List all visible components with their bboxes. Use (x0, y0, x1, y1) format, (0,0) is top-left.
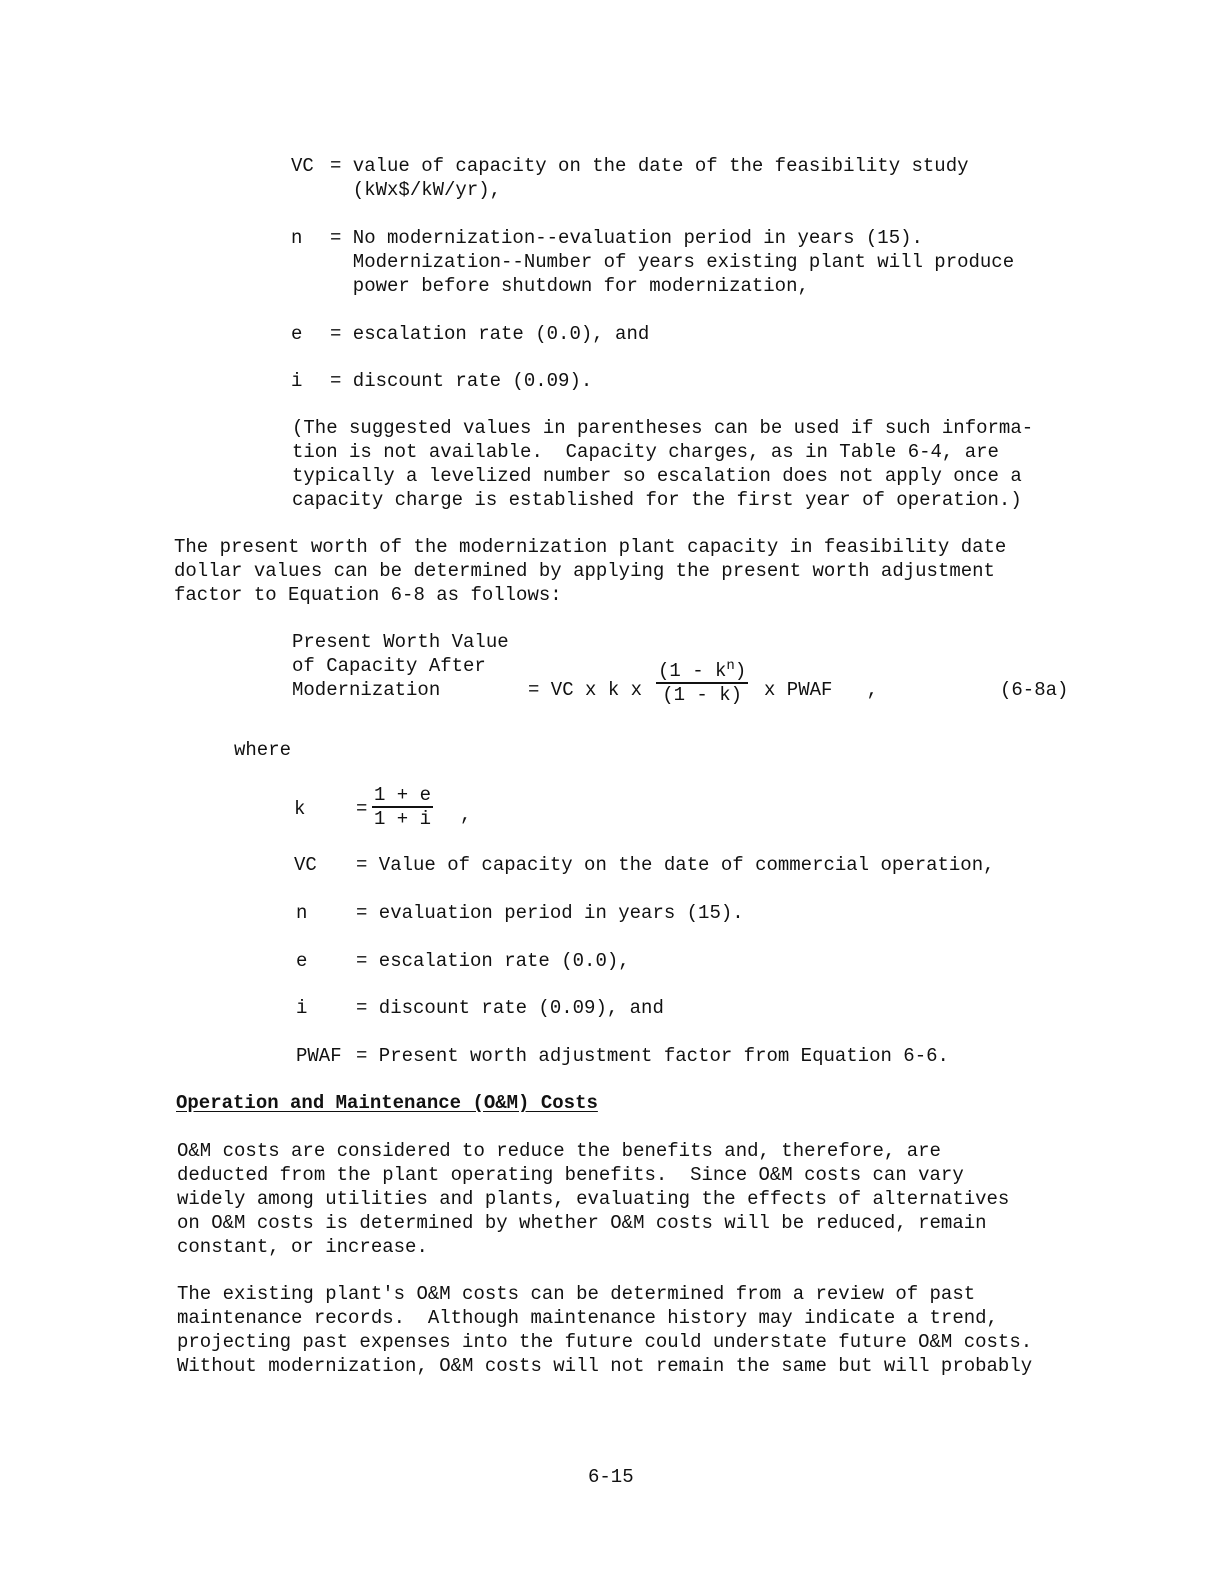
exponent-n: n (726, 658, 735, 674)
paragraph-line: projecting past expenses into the future could understate future O&M costs. (177, 1331, 1033, 1353)
paragraph-line: factor to Equation 6-8 as follows: (174, 584, 562, 606)
equation-number: (6-8a) (1000, 679, 1069, 701)
k-trailing-comma: , (460, 804, 472, 826)
definition-vc-line2: (kWx$/kW/yr), (330, 179, 502, 201)
note-line: tion is not available. Capacity charges, as in Table 6-4, are (292, 441, 999, 463)
definition-i-line1: = discount rate (0.09). (330, 370, 593, 392)
equation-lhs-line: Present Worth Value (292, 631, 509, 653)
paragraph-line: Without modernization, O&M costs will not remain the same but will probably (177, 1355, 1033, 1377)
paragraph-line: deducted from the plant operating benefits. Since O&M costs can vary (177, 1164, 964, 1186)
note-line: (The suggested values in parentheses can be used if such informa- (292, 417, 1034, 439)
section-heading: Operation and Maintenance (O&M) Costs (176, 1092, 598, 1114)
paragraph-line: maintenance records. Although maintenance history may indicate a trend, (177, 1307, 998, 1329)
symbol-k: k (294, 798, 306, 820)
symbol-e: e (291, 323, 303, 345)
paragraph-line: O&M costs are considered to reduce the benefits and, therefore, are (177, 1140, 941, 1162)
definition-n-line2: Modernization--Number of years existing plant will produce (330, 251, 1015, 273)
where-label: where (234, 739, 292, 761)
symbol-vc: VC (294, 854, 317, 876)
k-denominator: 1 + i (374, 808, 432, 830)
paragraph-line: on O&M costs is determined by whether O&M costs will be reduced, remain (177, 1212, 987, 1234)
symbol-i: i (291, 370, 303, 392)
note-line: typically a levelized number so escalation does not apply once a (292, 465, 1022, 487)
fraction-numerator: $(1 - k^n)$ (658, 658, 747, 682)
paragraph-line: The present worth of the modernization plant capacity in feasibility date (174, 536, 1007, 558)
definition-vc-line1: = value of capacity on the date of the feasibility study (330, 155, 969, 177)
definition-text: = Present worth adjustment factor from Equation 6-6. (356, 1045, 949, 1067)
symbol-i: i (296, 997, 308, 1019)
definition-n-line3: power before shutdown for modernization, (330, 275, 809, 297)
note-line: capacity charge is established for the first year of operation.) (292, 489, 1022, 511)
equation-rhs-prefix: = VC x k x (528, 679, 643, 701)
k-numerator: 1 + e (374, 784, 432, 806)
symbol-n: n (291, 227, 303, 249)
paragraph-line: dollar values can be determined by applying the present worth adjustment (174, 560, 995, 582)
equation-lhs-line: Modernization (292, 679, 441, 701)
definition-e-line1: = escalation rate (0.0), and (330, 323, 650, 345)
fraction-denominator: (1 - k) (662, 684, 743, 706)
equation-fraction (656, 660, 748, 706)
symbol-vc: VC (291, 155, 314, 177)
definition-n-line1: = No modernization--evaluation period in years (15). (330, 227, 923, 249)
definition-text: = discount rate (0.09), and (356, 997, 664, 1019)
paragraph-line: widely among utilities and plants, evaluating the effects of alternatives (177, 1188, 1010, 1210)
equation-lhs-line: of Capacity After (292, 655, 486, 677)
definition-text: = escalation rate (0.0), (356, 950, 630, 972)
equation-rhs-suffix: x PWAF , (764, 679, 879, 701)
symbol-n: n (296, 902, 308, 924)
equals-sign: = (356, 798, 368, 820)
paragraph-line: constant, or increase. (177, 1236, 428, 1258)
symbol-pwaf: PWAF (296, 1045, 342, 1067)
symbol-e: e (296, 950, 308, 972)
k-fraction (372, 784, 433, 830)
page-number: 6-15 (588, 1466, 634, 1488)
definition-text: = Value of capacity on the date of commercial operation, (356, 854, 995, 876)
paragraph-line: The existing plant's O&M costs can be determined from a review of past (177, 1283, 976, 1305)
definition-text: = evaluation period in years (15). (356, 902, 744, 924)
